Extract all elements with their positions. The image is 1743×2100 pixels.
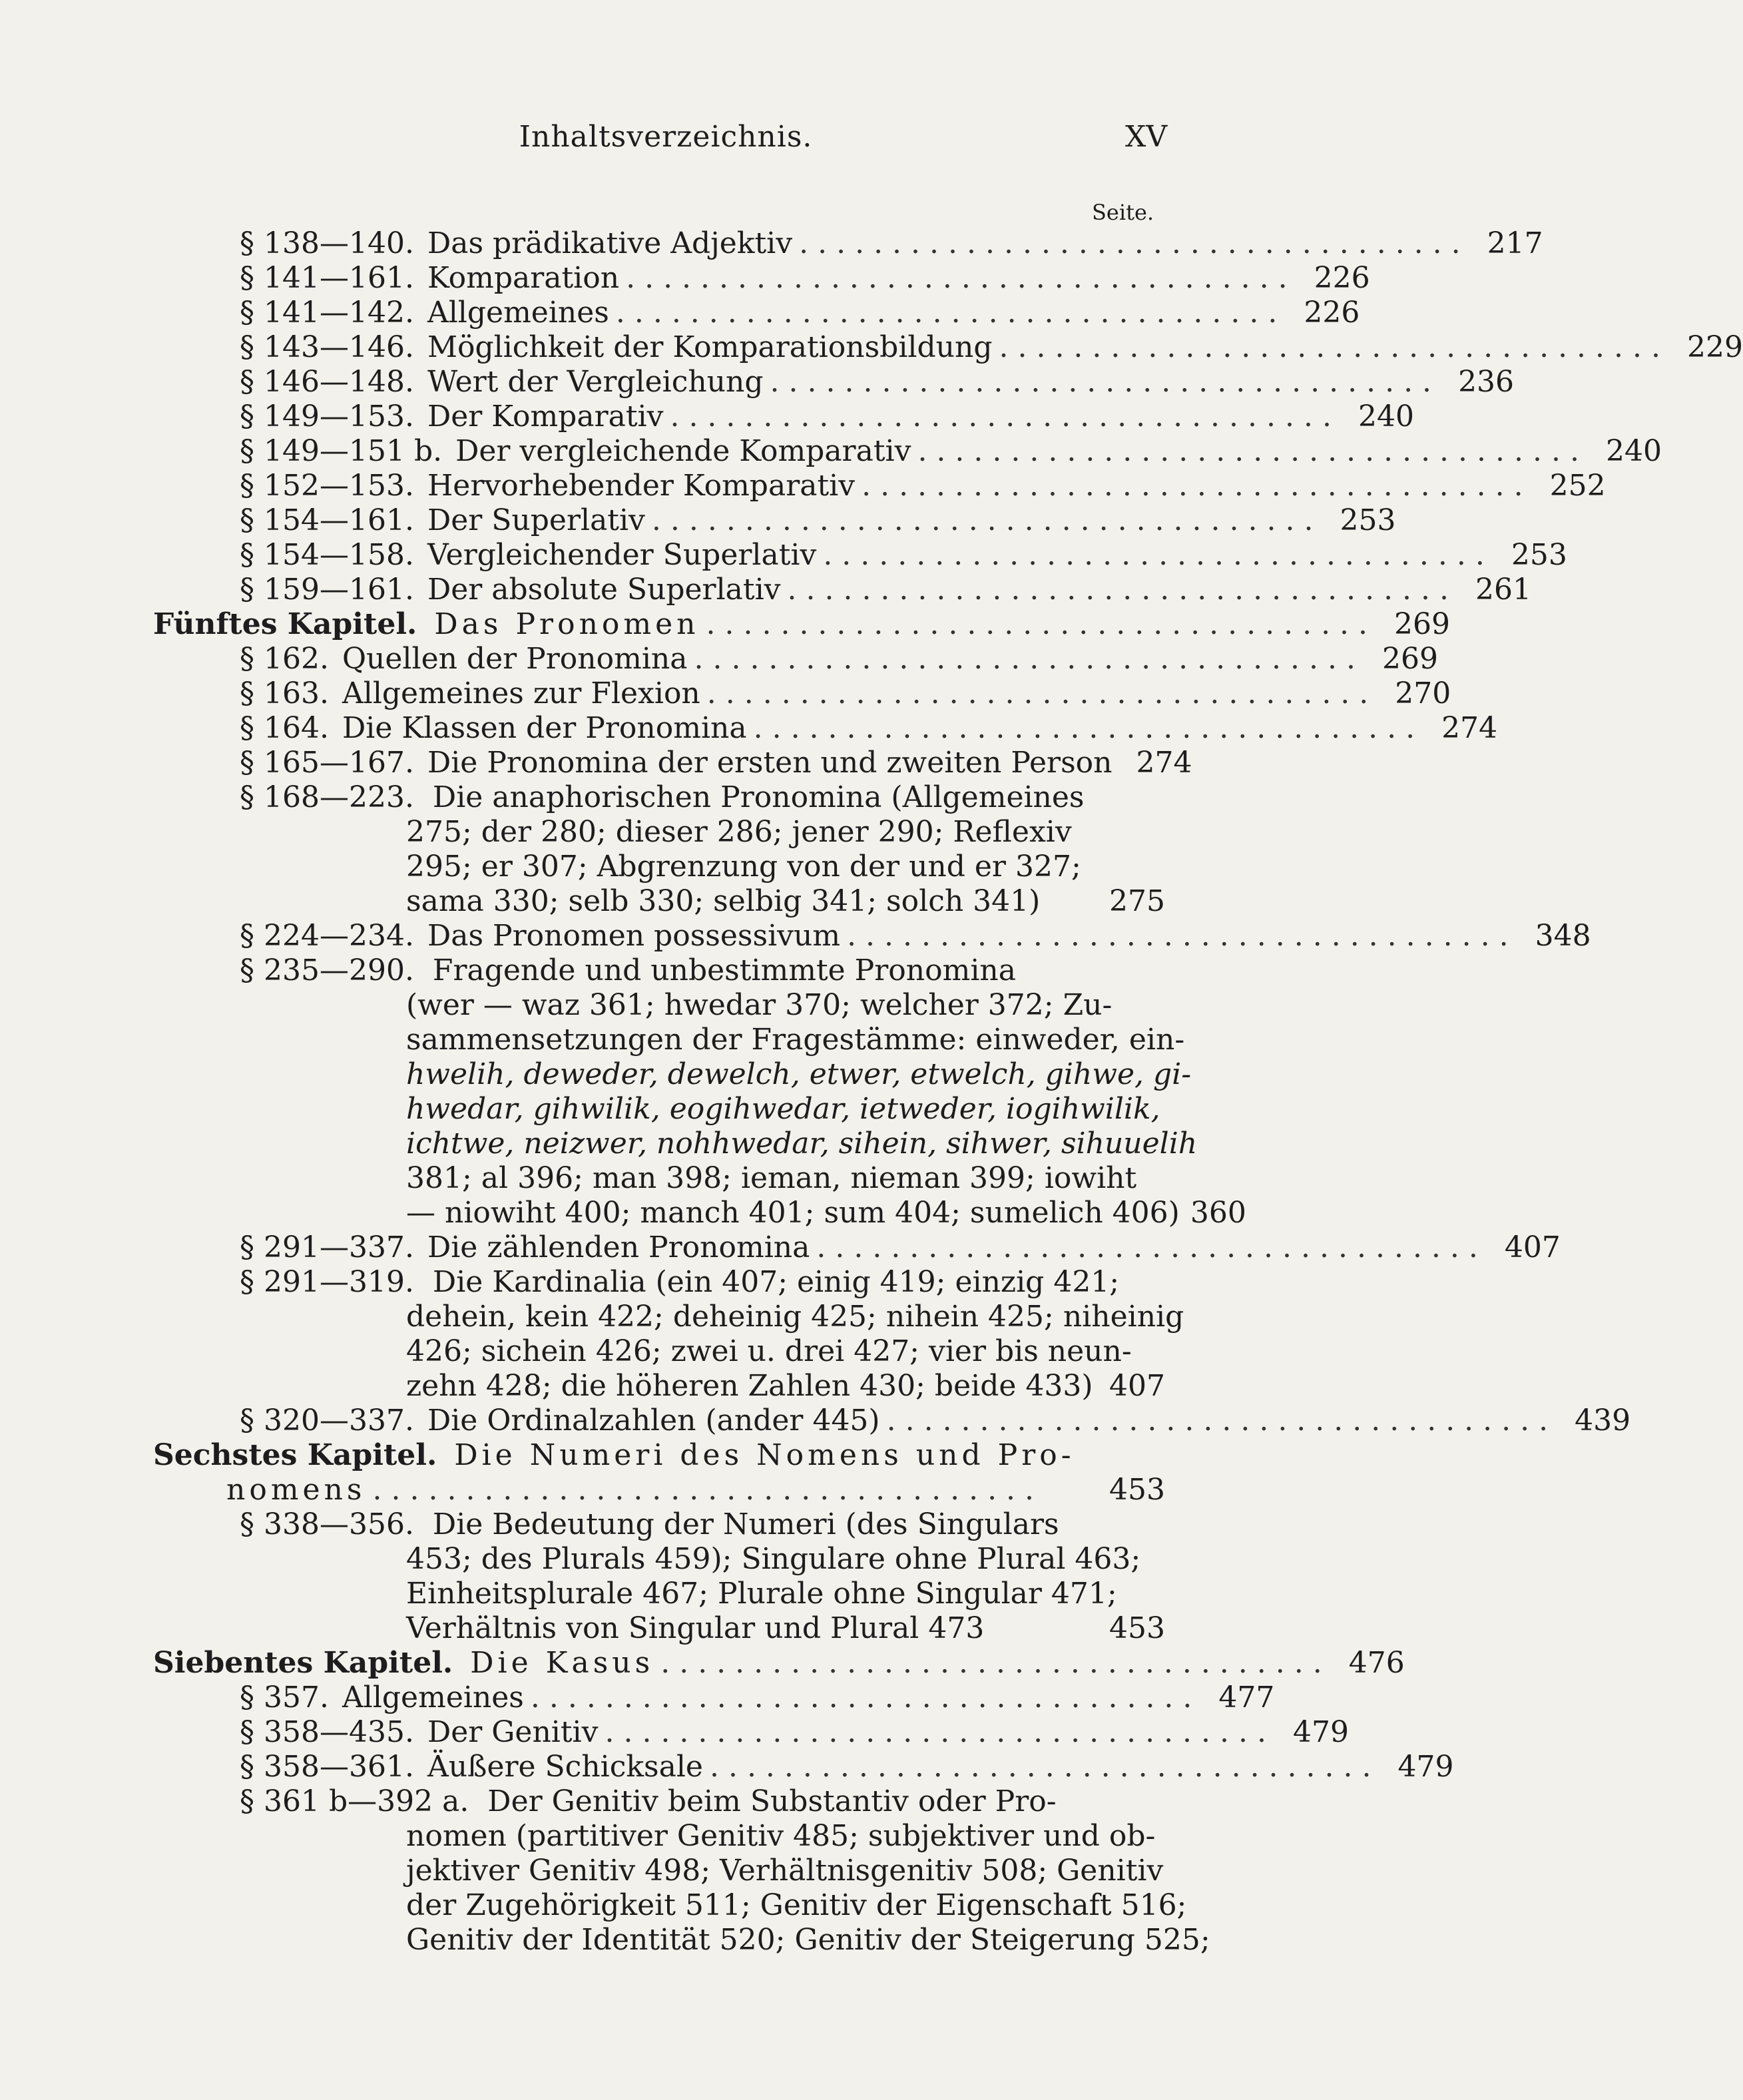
- toc-entry: § 320—337. Die Ordinalzahlen (ander 445) .................................... 439: [240, 1404, 1631, 1438]
- table-of-contents: [153, 226, 1743, 1958]
- toc-text: Der Genitiv beim Substantiv oder Pro-: [487, 1784, 1057, 1818]
- toc-label: Die zählenden Pronomina: [427, 1230, 810, 1264]
- toc-section: § 154—158.: [240, 538, 414, 572]
- toc-page: 275: [1109, 884, 1165, 918]
- toc-label: Die Ordinalzahlen (ander 445): [427, 1404, 880, 1438]
- toc-page: 274: [1136, 746, 1192, 780]
- toc-page: 439: [1575, 1404, 1631, 1438]
- toc-entry: [153, 746, 1192, 780]
- toc-entry: § 149—151 b. Der vergleichende Komparativ .................................... 240: [240, 434, 1662, 468]
- toc-text: dehein, kein 422; deheinig 425; nihein 425; niheinig: [406, 1300, 1184, 1334]
- toc-page: 226: [1304, 296, 1360, 330]
- toc-page: 240: [1358, 399, 1414, 433]
- chapter-heading: [153, 1438, 1165, 1473]
- toc-section: § 141—161.: [240, 261, 414, 295]
- toc-text: 295; er 307; Abgrenzung von der und er 327;: [406, 850, 1081, 884]
- toc-section: § 141—142.: [240, 296, 414, 330]
- toc-page: 274: [1441, 711, 1498, 745]
- toc-page: 477: [1218, 1681, 1275, 1714]
- toc-section: § 164.: [240, 711, 329, 745]
- toc-label: Das prädikative Adjektiv: [427, 226, 793, 260]
- toc-text: 426; sichein 426; zwei u. drei 427; vier bis neun-: [406, 1334, 1132, 1368]
- toc-entry-multiline: [153, 1784, 1210, 1958]
- toc-entry: § 224—234. Das Pronomen possessivum .................................... 348: [240, 919, 1591, 953]
- toc-text: sammensetzungen der Fragestämme: einweder, ein-: [406, 1023, 1185, 1057]
- seite-label: Seite.: [1092, 200, 1154, 225]
- toc-text: 453; des Plurals 459); Singulare ohne Plural 463;: [406, 1542, 1141, 1576]
- toc-section: § 165—167.: [240, 746, 414, 780]
- toc-entry: § 149—153. Der Komparativ .................................... 240: [240, 399, 1414, 433]
- toc-section: § 235—290.: [240, 953, 414, 987]
- toc-label: Allgemeines zur Flexion: [342, 676, 700, 710]
- toc-text: Genitiv der Identität 520; Genitiv der Steigerung 525;: [406, 1923, 1210, 1957]
- toc-page: 236: [1458, 365, 1515, 399]
- toc-page: 476: [1348, 1646, 1405, 1680]
- toc-entry-multiline: [153, 1507, 1165, 1646]
- toc-label: Allgemeines: [342, 1681, 524, 1714]
- toc-label: Äußere Schicksale: [427, 1750, 703, 1784]
- toc-page: 240: [1605, 434, 1662, 468]
- toc-section: § 168—223.: [240, 780, 414, 814]
- toc-section: § 357.: [240, 1681, 329, 1714]
- toc-entry: § 141—142. Allgemeines .................................... 226: [240, 296, 1360, 330]
- toc-text: Die Kardinalia (ein 407; einig 419; einzig 421;: [432, 1265, 1120, 1299]
- toc-label: Der Komparativ: [427, 399, 664, 433]
- toc-page: 479: [1293, 1715, 1349, 1749]
- toc-section: § 291—337.: [240, 1230, 414, 1264]
- toc-label: Der Genitiv: [427, 1715, 599, 1749]
- toc-page: 453: [1109, 1611, 1165, 1645]
- toc-label: Quellen der Pronomina: [342, 642, 688, 676]
- toc-section: § 149—151 b.: [240, 434, 443, 468]
- chapter-title: Sechstes Kapitel.: [153, 1438, 437, 1472]
- toc-label: Die Pronomina der ersten und zweiten Person: [427, 746, 1113, 780]
- toc-page: 348: [1535, 919, 1591, 953]
- toc-entry: § 357. Allgemeines .................................... 477: [240, 1681, 1275, 1714]
- toc-section: § 361 b—392 a.: [240, 1784, 469, 1818]
- toc-page: 407: [1504, 1230, 1561, 1264]
- toc-entry: § 143—146. Möglichkeit der Komparationsbildung .................................... 229: [240, 330, 1743, 364]
- toc-label: Das Pronomen possessivum: [427, 919, 841, 953]
- toc-entry: § 291—337. Die zählenden Pronomina .................................... 407: [240, 1230, 1561, 1264]
- toc-entry-multiline: [153, 1265, 1184, 1404]
- chapter-title: Fünftes Kapitel.: [153, 607, 417, 641]
- toc-text: zehn 428; die höheren Zahlen 430; beide 433): [406, 1369, 1093, 1403]
- toc-section: § 159—161.: [240, 573, 414, 607]
- toc-text: sama 330; selb 330; selbig 341; solch 341): [406, 884, 1041, 918]
- toc-label: Wert der Vergleichung: [427, 365, 764, 399]
- toc-text: 275; der 280; dieser 286; jener 290; Reflexiv: [406, 815, 1072, 849]
- toc-entry: § 138—140. Das prädikative Adjektiv .................................... 217: [240, 226, 1543, 260]
- toc-entry: § 358—361. Äußere Schicksale .................................... 479: [240, 1750, 1454, 1784]
- toc-text: hwedar, gihwilik, eogihwedar, ietweder, iogihwilik,: [406, 1092, 1160, 1126]
- toc-page: 226: [1314, 261, 1370, 295]
- toc-text: (wer — waz 361; hwedar 370; welcher 372; Zu-: [406, 988, 1113, 1022]
- toc-entry: § 162. Quellen der Pronomina .................................... 269: [240, 642, 1438, 676]
- page-number: XV: [1125, 120, 1168, 154]
- toc-section: § 146—148.: [240, 365, 414, 399]
- toc-page: 269: [1394, 607, 1451, 641]
- toc-section: § 138—140.: [240, 226, 414, 260]
- toc-text: Die Bedeutung der Numeri (des Singulars: [432, 1507, 1059, 1541]
- toc-page: 479: [1397, 1750, 1454, 1784]
- toc-label: Allgemeines: [427, 296, 609, 330]
- toc-section: § 149—153.: [240, 399, 414, 433]
- chapter-heading-cont: nomens .................................... 453: [226, 1473, 1165, 1507]
- toc-label: Hervorhebender Komparativ: [427, 469, 856, 503]
- toc-page: 360: [1190, 1196, 1246, 1230]
- toc-entry: § 358—435. Der Genitiv .................................... 479: [240, 1715, 1349, 1749]
- toc-label: Der Superlativ: [427, 503, 645, 537]
- toc-text: hwelih, deweder, dewelch, etwer, etwelch, gihwe, gi-: [406, 1057, 1192, 1091]
- toc-entry-multiline: [153, 953, 1246, 1230]
- toc-text: — niowiht 400; manch 401; sum 404; sumelich 406): [406, 1196, 1180, 1230]
- toc-section: § 152—153.: [240, 469, 414, 503]
- toc-page: 229: [1687, 330, 1743, 364]
- toc-entry: § 141—161. Komparation .................................... 226: [240, 261, 1370, 295]
- toc-label: Komparation: [427, 261, 620, 295]
- toc-section: § 224—234.: [240, 919, 414, 953]
- toc-section: § 163.: [240, 676, 329, 710]
- toc-page: 261: [1475, 573, 1532, 607]
- toc-entry-multiline: [153, 780, 1165, 919]
- toc-page: 453: [1109, 1473, 1165, 1507]
- toc-text: Einheitsplurale 467; Plurale ohne Singular 471;: [406, 1577, 1117, 1611]
- toc-label: Möglichkeit der Komparationsbildung: [427, 330, 993, 364]
- chapter-title: Siebentes Kapitel.: [153, 1646, 453, 1680]
- toc-text: Die anaphorischen Pronomina (Allgemeines: [432, 780, 1085, 814]
- page-header-title: Inhaltsverzeichnis.: [519, 120, 813, 154]
- chapter-heading: Siebentes Kapitel. Die Kasus .................................... 476: [153, 1646, 1405, 1680]
- toc-page: 253: [1340, 503, 1396, 537]
- chapter-label: nomens: [226, 1473, 366, 1507]
- toc-page: 217: [1487, 226, 1543, 260]
- toc-text: der Zugehörigkeit 511; Genitiv der Eigenschaft 516;: [406, 1888, 1187, 1922]
- toc-page: 252: [1549, 469, 1606, 503]
- toc-section: § 143—146.: [240, 330, 414, 364]
- toc-text: ichtwe, neizwer, nohhwedar, sihein, sihwer, sihuuelih: [406, 1127, 1198, 1161]
- toc-entry: § 152—153. Hervorhebender Komparativ .................................... 252: [240, 469, 1606, 503]
- toc-section: § 358—361.: [240, 1750, 414, 1784]
- chapter-label: Das Pronomen: [434, 607, 700, 641]
- toc-text: 381; al 396; man 398; ieman, nieman 399; iowiht: [406, 1161, 1137, 1195]
- chapter-label: Die Kasus: [470, 1646, 654, 1680]
- toc-section: § 338—356.: [240, 1507, 414, 1541]
- chapter-label: Die Numeri des Nomens und Pro-: [454, 1438, 1075, 1472]
- toc-page: 253: [1511, 538, 1567, 572]
- toc-section: § 358—435.: [240, 1715, 414, 1749]
- toc-label: Vergleichender Superlativ: [427, 538, 817, 572]
- toc-page: 407: [1109, 1369, 1165, 1403]
- toc-page: 270: [1395, 676, 1451, 710]
- toc-entry: § 146—148. Wert der Vergleichung .................................... 236: [240, 365, 1515, 399]
- toc-text: nomen (partitiver Genitiv 485; subjektiver und ob-: [406, 1819, 1156, 1853]
- chapter-heading: Fünftes Kapitel. Das Pronomen .................................... 269: [153, 607, 1451, 641]
- toc-section: § 291—319.: [240, 1265, 414, 1299]
- toc-text: jektiver Genitiv 498; Verhältnisgenitiv 508; Genitiv: [406, 1854, 1164, 1888]
- toc-entry: § 159—161. Der absolute Superlativ .................................... 261: [240, 573, 1532, 607]
- toc-section: § 320—337.: [240, 1404, 414, 1438]
- toc-label: Der absolute Superlativ: [427, 573, 781, 607]
- toc-text: Verhältnis von Singular und Plural 473: [406, 1611, 985, 1645]
- toc-entry: § 154—158. Vergleichender Superlativ .................................... 253: [240, 538, 1567, 572]
- toc-entry: § 154—161. Der Superlativ .................................... 253: [240, 503, 1396, 537]
- toc-label: Der vergleichende Komparativ: [455, 434, 911, 468]
- toc-page: 269: [1382, 642, 1438, 676]
- toc-entry: § 164. Die Klassen der Pronomina .................................... 274: [240, 711, 1498, 745]
- toc-text: Fragende und unbestimmte Pronomina: [432, 953, 1016, 987]
- toc-section: § 154—161.: [240, 503, 414, 537]
- toc-section: § 162.: [240, 642, 329, 676]
- toc-label: Die Klassen der Pronomina: [342, 711, 747, 745]
- toc-entry: § 163. Allgemeines zur Flexion .................................... 270: [240, 676, 1451, 710]
